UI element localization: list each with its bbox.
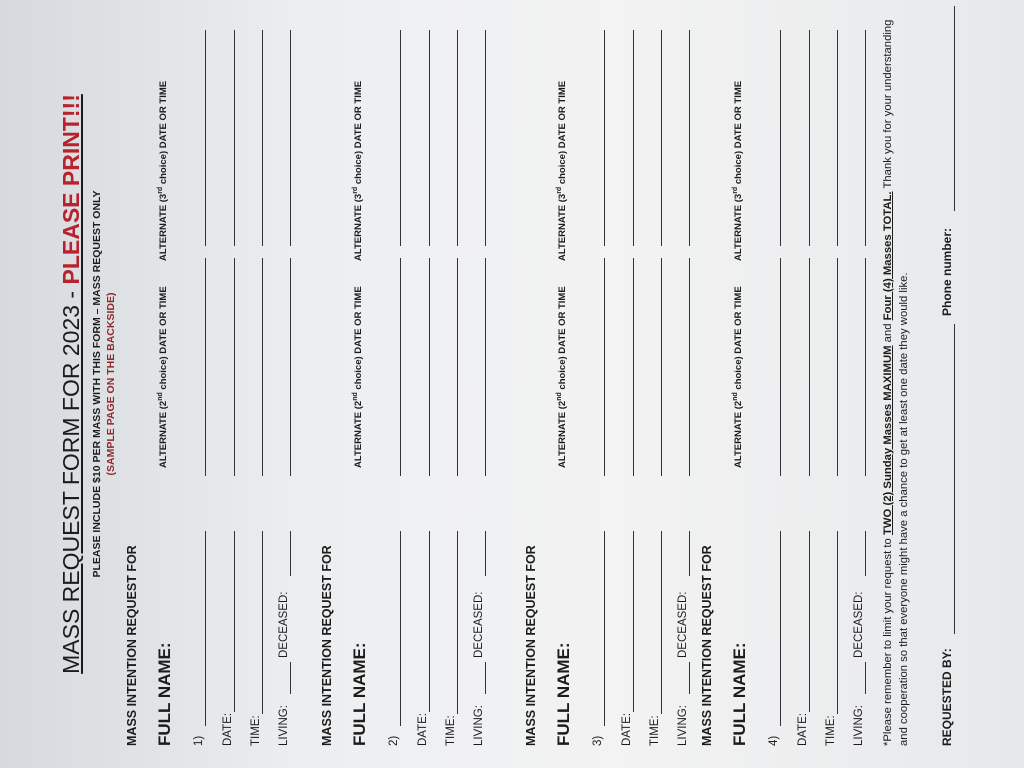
alternate-3rd-choice-heading (732, 81, 744, 261)
time-row (440, 6, 460, 746)
alt3-sup: rd (157, 186, 164, 194)
requested-by-label: REQUESTED BY: (940, 648, 954, 746)
date-label: DATE: (621, 712, 633, 746)
alt3-text: ALTERNATE (3 (733, 193, 745, 261)
mass-intention-section (700, 6, 900, 746)
date-row (616, 6, 636, 746)
deceased-label: DECEASED: (278, 591, 290, 658)
full-name-label: FULL NAME: (155, 642, 174, 746)
alt2-text-end: choice) DATE OR TIME (557, 286, 569, 393)
name-row (587, 6, 607, 746)
date-row (217, 6, 237, 746)
alt2-sup: nd (352, 392, 359, 401)
mass-intention-section (125, 6, 325, 746)
alt2-line-3[interactable] (262, 258, 263, 476)
alt3-line-2[interactable] (633, 30, 634, 246)
alt3-line-4[interactable] (290, 30, 291, 246)
alternate-2nd-choice-heading (157, 286, 169, 468)
note-text-2: and (882, 320, 894, 346)
alt3-text-end: choice) DATE OR TIME (557, 80, 569, 187)
time-label: TIME: (825, 715, 837, 746)
mass-intention-section (524, 6, 724, 746)
time-field[interactable] (661, 531, 662, 714)
alt2-line-4[interactable] (689, 258, 690, 476)
alt3-line-1[interactable] (604, 30, 605, 246)
alt3-sup: rd (556, 186, 563, 194)
entry-number: 1) (193, 735, 205, 746)
alt3-text: ALTERNATE (3 (557, 193, 569, 261)
alt3-line-2[interactable] (429, 30, 430, 246)
full-name-field[interactable] (780, 531, 781, 726)
mass-intention-section (320, 6, 520, 746)
alt3-line-2[interactable] (809, 30, 810, 246)
alt2-line-2[interactable] (429, 258, 430, 476)
alt3-line-4[interactable] (865, 30, 866, 246)
alt2-line-4[interactable] (290, 258, 291, 476)
alt2-line-1[interactable] (780, 258, 781, 476)
date-label: DATE: (417, 712, 429, 746)
deceased-label: DECEASED: (677, 591, 689, 658)
name-row (383, 6, 403, 746)
limit-reminder-note (880, 16, 913, 746)
deceased-field[interactable] (290, 531, 291, 576)
alt3-sup: rd (732, 186, 739, 194)
living-deceased-row (273, 6, 293, 746)
living-label: LIVING: (473, 705, 485, 746)
living-deceased-row (468, 6, 488, 746)
alt3-text-end: choice) DATE OR TIME (158, 80, 170, 187)
time-row (245, 6, 265, 746)
date-row (412, 6, 432, 746)
alt3-line-3[interactable] (457, 30, 458, 246)
alternate-3rd-choice-heading (157, 81, 169, 261)
full-name-field[interactable] (604, 531, 605, 726)
section-heading: MASS INTENTION REQUEST FOR (524, 545, 538, 746)
date-label: DATE: (797, 712, 809, 746)
time-row (644, 6, 664, 746)
time-field[interactable] (837, 531, 838, 714)
living-label: LIVING: (677, 705, 689, 746)
living-deceased-row (672, 6, 692, 746)
alt2-text: ALTERNATE (2 (158, 400, 170, 468)
date-label: DATE: (222, 712, 234, 746)
living-label: LIVING: (853, 705, 865, 746)
full-name-field[interactable] (400, 531, 401, 726)
alt2-text-end: choice) DATE OR TIME (733, 286, 745, 393)
title-block (58, 0, 117, 768)
alt2-line-1[interactable] (400, 258, 401, 476)
entry-number: 2) (388, 735, 400, 746)
alt2-line-3[interactable] (457, 258, 458, 476)
alt2-line-2[interactable] (633, 258, 634, 476)
alt2-line-3[interactable] (661, 258, 662, 476)
alt3-sup: rd (352, 186, 359, 194)
living-field[interactable] (290, 662, 291, 694)
note-text-1: *Please remember to limit your request to (882, 535, 894, 746)
alt3-line-3[interactable] (661, 30, 662, 246)
alt3-line-4[interactable] (485, 30, 486, 246)
alt2-line-2[interactable] (809, 258, 810, 476)
alternate-2nd-choice-heading (556, 286, 568, 468)
alt2-line-1[interactable] (205, 258, 206, 476)
date-field[interactable] (429, 531, 430, 712)
deceased-label: DECEASED: (473, 591, 485, 658)
note-bold-total: Four (4) Masses TOTAL. (882, 191, 894, 321)
living-field[interactable] (865, 662, 866, 694)
requester-row (935, 6, 957, 746)
date-field[interactable] (234, 531, 235, 712)
alt2-line-3[interactable] (837, 258, 838, 476)
date-field[interactable] (633, 531, 634, 712)
section-heading: MASS INTENTION REQUEST FOR (125, 545, 139, 746)
alternate-3rd-choice-heading (352, 81, 364, 261)
time-row (820, 6, 840, 746)
deceased-field[interactable] (865, 531, 866, 576)
time-label: TIME: (250, 715, 262, 746)
time-label: TIME: (445, 715, 457, 746)
alternate-2nd-choice-heading (732, 286, 744, 468)
alt2-text: ALTERNATE (2 (733, 400, 745, 468)
date-row (792, 6, 812, 746)
full-name-field[interactable] (205, 531, 206, 726)
form-title-highlight: PLEASE PRINT!!! (58, 94, 84, 285)
sample-page-note: (SAMPLE PAGE ON THE BACKSIDE) (105, 292, 117, 476)
entry-number: 4) (768, 735, 780, 746)
form-subtitle: PLEASE INCLUDE $10 PER MASS WITH THIS FORM – MASS REQUEST ONLY (91, 190, 103, 578)
alt2-text-end: choice) DATE OR TIME (158, 286, 170, 393)
alt2-line-4[interactable] (485, 258, 486, 476)
name-row (188, 6, 208, 746)
alt2-text-end: choice) DATE OR TIME (353, 286, 365, 393)
alt3-line-1[interactable] (780, 30, 781, 246)
alt2-line-4[interactable] (865, 258, 866, 476)
deceased-field[interactable] (485, 531, 486, 576)
living-field[interactable] (689, 662, 690, 694)
section-heading: MASS INTENTION REQUEST FOR (320, 545, 334, 746)
alt3-line-3[interactable] (262, 30, 263, 246)
entry-number: 3) (592, 735, 604, 746)
time-field[interactable] (457, 531, 458, 714)
living-deceased-row (848, 6, 868, 746)
note-text-3: Thank you for your understanding and cooperation so that everyone might have a chance to get at least one date they would like. (882, 19, 911, 746)
alt3-text-end: choice) DATE OR TIME (733, 80, 745, 187)
requested-by-field[interactable] (954, 324, 955, 634)
time-label: TIME: (649, 715, 661, 746)
full-name-label: FULL NAME: (554, 642, 573, 746)
living-label: LIVING: (278, 705, 290, 746)
alt2-line-1[interactable] (604, 258, 605, 476)
time-field[interactable] (262, 531, 263, 714)
alt2-line-2[interactable] (234, 258, 235, 476)
form-title-text: MASS REQUEST FORM FOR 2023 - (58, 284, 84, 674)
alt3-line-4[interactable] (689, 30, 690, 246)
deceased-label: DECEASED: (853, 591, 865, 658)
full-name-label: FULL NAME: (350, 642, 369, 746)
full-name-label: FULL NAME: (730, 642, 749, 746)
alt2-sup: nd (157, 392, 164, 401)
alternate-2nd-choice-heading (352, 286, 364, 468)
alt2-sup: nd (556, 392, 563, 401)
alt3-line-1[interactable] (400, 30, 401, 246)
alt3-text: ALTERNATE (3 (158, 193, 170, 261)
alt2-text: ALTERNATE (2 (353, 400, 365, 468)
name-row (763, 6, 783, 746)
alt3-line-1[interactable] (205, 30, 206, 246)
deceased-field[interactable] (689, 531, 690, 576)
note-bold-sunday-max: TWO (2) Sunday Masses MAXIMUM (882, 345, 894, 536)
alternate-3rd-choice-heading (556, 81, 568, 261)
phone-number-field[interactable] (954, 6, 955, 211)
phone-number-label: Phone number: (940, 227, 954, 316)
alt3-text-end: choice) DATE OR TIME (353, 80, 365, 187)
section-heading: MASS INTENTION REQUEST FOR (700, 545, 714, 746)
living-field[interactable] (485, 662, 486, 694)
form-title (58, 0, 85, 768)
alt3-text: ALTERNATE (3 (353, 193, 365, 261)
alt3-line-3[interactable] (837, 30, 838, 246)
alt2-text: ALTERNATE (2 (557, 400, 569, 468)
alt3-line-2[interactable] (234, 30, 235, 246)
date-field[interactable] (809, 531, 810, 712)
alt2-sup: nd (732, 392, 739, 401)
